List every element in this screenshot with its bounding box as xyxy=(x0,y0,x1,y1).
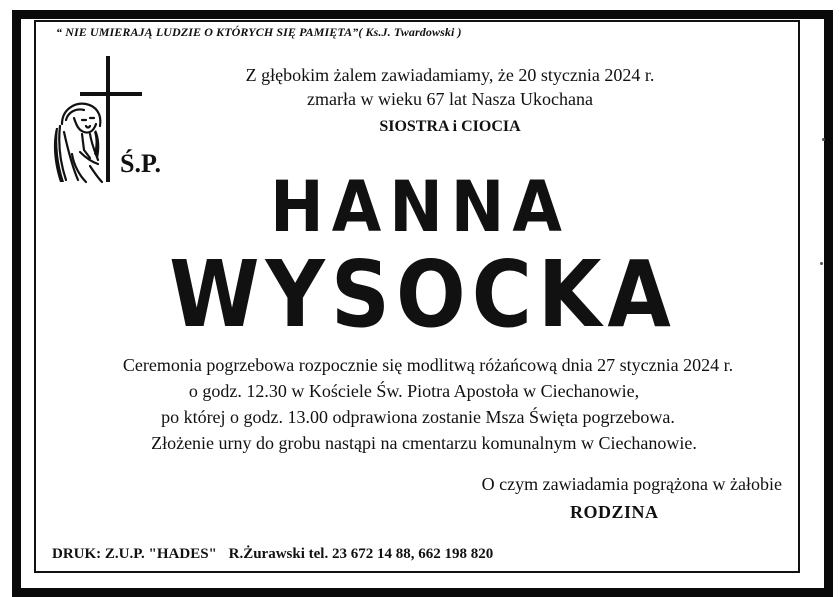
scan-speck xyxy=(822,138,825,141)
deceased-first-name: HANNA xyxy=(270,167,570,249)
intro-line-date: Z głębokim żalem zawiadamiamy, że 20 stycznia 2024 r. xyxy=(245,65,655,85)
family-signature: RODZINA xyxy=(570,502,659,522)
intro-line-age: zmarła w wieku 67 lat Nasza Ukochana xyxy=(307,89,593,109)
scan-speck xyxy=(820,262,823,265)
printer-company: DRUK: Z.U.P. "HADES" xyxy=(52,546,217,562)
ceremony-line: Złożenie urny do grobu nastąpi na cmentarzu komunalnym w Ciechanowie. xyxy=(151,433,697,453)
ceremony-line: po której o godz. 13.00 odprawiona zostanie Msza Święta pogrzebowa. xyxy=(161,407,675,427)
motto-quote: “ NIE UMIERAJĄ LUDZIE O KTÓRYCH SIĘ PAMIĘTA”( Ks.J. Twardowski ) xyxy=(56,25,462,39)
ceremony-line: o godz. 12.30 w Kościele Św. Piotra Apostoła w Ciechanowie, xyxy=(188,381,640,401)
ceremony-line: Ceremonia pogrzebowa rozpocznie się modlitwą różańcową dnia 27 stycznia 2024 r. xyxy=(122,355,734,375)
relation-title: SIOSTRA i CIOCIA xyxy=(379,118,521,135)
sp-mark: Ś.P. xyxy=(120,149,161,178)
printer-contact: R.Żurawski tel. 23 672 14 88, 662 198 820 xyxy=(228,546,494,562)
deceased-surname: WYSOCKA xyxy=(169,242,677,349)
closing-line: O czym zawiadamia pogrążona w żałobie xyxy=(481,474,782,494)
printer-footer xyxy=(52,546,493,563)
